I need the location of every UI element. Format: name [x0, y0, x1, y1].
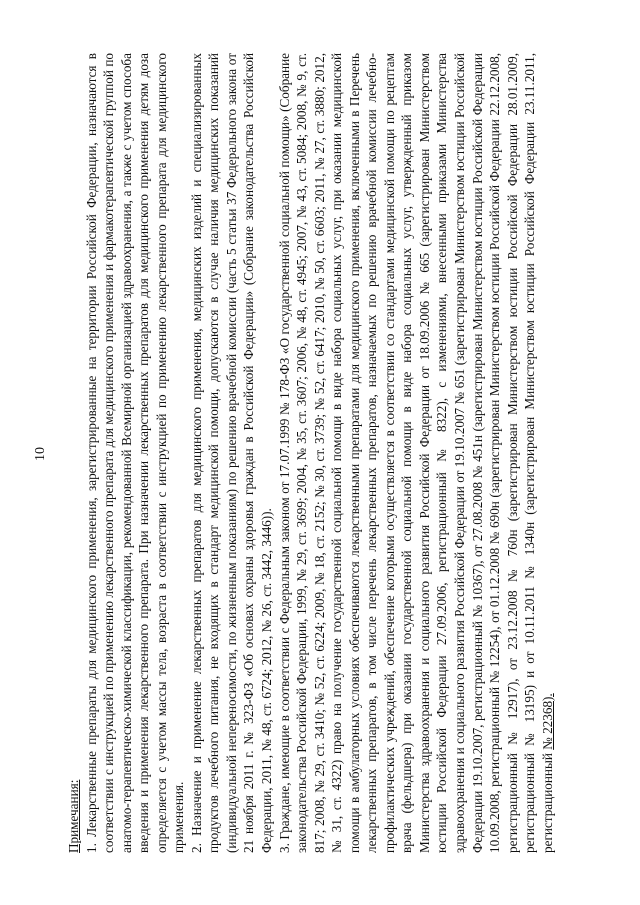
note-item-2: 2. Назначение и применение лекарственных препаратов для медицинского применения, медицинских изделий и специализированных продуктов лечебного питания, не входящих в стандарт медицинской помощи, допускаются в случае наличия медицинских показаний (индивидуальной непереносимости, по жизненным показаниям) по решению врачебной комиссии (часть 5 статьи 37 Федерального закона от 21 ноября 2011 г. № 323-ФЗ «Об основах охраны здоровья граждан в Российской Федерации» (Собрание законодательства Российской Федерации, 2011, № 48, ст. 6724; 2012, № 26, ст. 3442, 3446)). — [188, 53, 275, 853]
note-item-3-text: 3. Граждане, имеющие в соответствии с Федеральным законом от 17.07.1999 № 178-ФЗ «О государственной социальной помощи» (Собрание законодательства Российской Федерации, 1999, № 29, ст. 3699; 2004, № 35, ст. 3607; 2006, № 48, ст. 4945; 2007, № 43, ст. 5084; 2008, № 9, ст. 817; 2008, № 29, ст. 3410; № 52, ст. 6224; 2009, № 18, ст. 2152; № 30, ст. 3739; № 52, ст. 6417; 2010, № 50, ст. 6603; 2011, № 27, ст. 3880; 2012, № 31, ст. 4322) право на получение государственной социальной помощи в виде набора социальных услуг, при оказании медицинской помощи в амбулаторных условиях обеспечиваются лекарственными препаратами для медицинского применения, включенными в Перечень лекарственных препаратов, в том числе перечень лекарственных препаратов, назначаемых по решению врачебной комиссии лечебно-профилактических учреждений, обеспечение которыми осуществляется в соответствии со стандартами медицинской помощи по рецептам врача (фельдшера) при оказании государственной социальной помощи в виде набора социальных услуг, утвержденный приказом Министерства здравоохранения и социального развития Российской Федерации от 18.09.2006 № 665 (зарегистрирован Министерством юстиции Российской Федерации 27.09.2006, регистрационный № 8322), с изменениями, внесенными приказами Министерства здравоохранения и социального развития Российской Федерации от 19.10.2007 № 651 (зарегистрирован Министерством юстиции Российской Федерации 19.10.2007, регистрационный № 10367), от 27.08.2008 № 451н (зарегистрирован Министерством юстиции Российской Федерации 10.09.2008, регистрационный № 12254), от 01.12.2008 № 690н (зарегистрирован Министерством юстиции Российской Федерации 22.12.2008, регистрационный № 12917), от 23.12.2008 № 760н (зарегистрирован Министерством юстиции Российской Федерации 28.01.2009, регистрационный № 13195) и от 10.11.2011 № 1340н (зарегистрирован Министерством юстиции Российской Федерации 23.11.2011, регистрационный — [276, 53, 555, 853]
note-item-3-registration-number: № 22368). — [539, 693, 555, 750]
note-item-1: 1. Лекарственные препараты для медицинского применения, зарегистрированные на территории Российской Федерации, назначаются в соответствии с инструкцией по применению лекарственного препарата для медицинского применения и фармакотерапевтической группой по анатомо-терапевтическо-химической классификации, рекомендованной Всемирной организацией здравоохранения, а также с учетом способа введения и применения лекарственного препарата. При назначении лекарственных препаратов для медицинского применения детям доза определяется с учетом массы тела, возраста в соответствии с инструкцией по применению лекарственного препарата для медицинского применения. — [83, 53, 187, 853]
notes-block — [65, 53, 635, 853]
note-item-3 — [276, 53, 557, 853]
page-number: 10 — [33, 447, 48, 461]
notes-heading: Примечания: — [66, 779, 81, 853]
